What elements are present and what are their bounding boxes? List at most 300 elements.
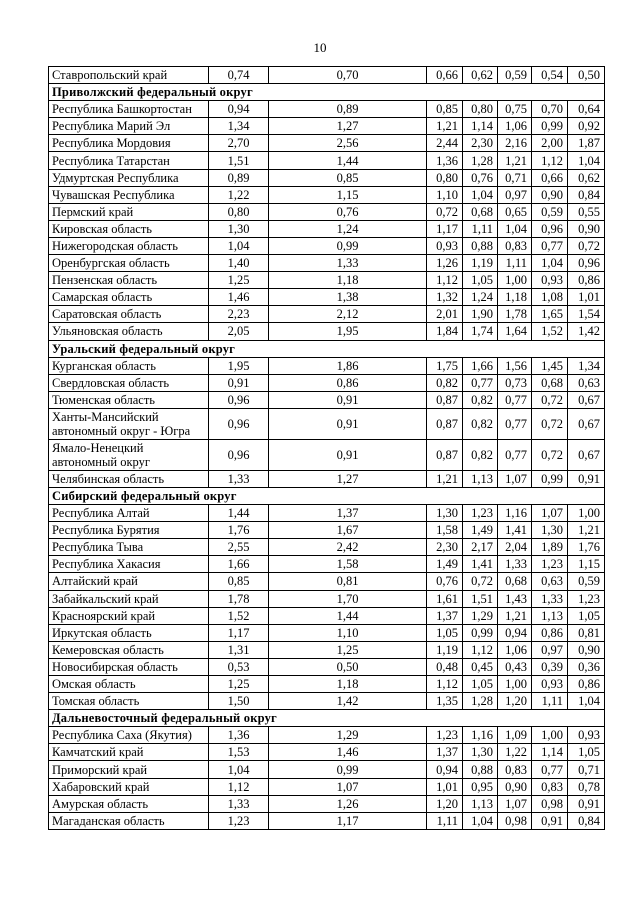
table-row (49, 727, 605, 744)
table-row (49, 470, 605, 487)
value-cell: 1,12 (427, 272, 463, 289)
region-name-cell: Республика Мордовия (49, 135, 209, 152)
value-cell: 0,39 (532, 658, 568, 675)
value-cell: 1,25 (269, 641, 427, 658)
value-cell: 1,49 (463, 522, 498, 539)
value-cell: 1,28 (463, 693, 498, 710)
table-row (49, 658, 605, 675)
value-cell: 1,22 (209, 186, 269, 203)
value-cell: 1,01 (568, 289, 605, 306)
table-row (49, 306, 605, 323)
value-cell: 1,33 (532, 590, 568, 607)
value-cell: 1,66 (463, 357, 498, 374)
region-name-cell: Челябинская область (49, 470, 209, 487)
region-name-cell: Кемеровская область (49, 641, 209, 658)
value-cell: 1,34 (209, 118, 269, 135)
value-cell: 1,29 (463, 607, 498, 624)
value-cell: 0,76 (463, 169, 498, 186)
value-cell: 1,10 (427, 186, 463, 203)
value-cell: 0,89 (209, 169, 269, 186)
value-cell: 1,17 (269, 812, 427, 829)
value-cell: 1,05 (568, 744, 605, 761)
value-cell: 1,32 (427, 289, 463, 306)
value-cell: 0,77 (532, 761, 568, 778)
value-cell: 2,00 (532, 135, 568, 152)
value-cell: 0,91 (269, 439, 427, 470)
region-name-cell: Томская область (49, 693, 209, 710)
value-cell: 0,75 (498, 101, 532, 118)
value-cell: 0,90 (532, 186, 568, 203)
value-cell: 0,59 (568, 573, 605, 590)
region-name-cell: Нижегородская область (49, 237, 209, 254)
value-cell: 0,72 (532, 391, 568, 408)
value-cell: 0,98 (498, 812, 532, 829)
value-cell: 1,58 (269, 556, 427, 573)
value-cell: 0,67 (568, 391, 605, 408)
region-name-cell: Пермский край (49, 203, 209, 220)
table-row (49, 135, 605, 152)
region-name-cell: Республика Башкортостан (49, 101, 209, 118)
value-cell: 2,04 (498, 539, 532, 556)
value-cell: 0,72 (463, 573, 498, 590)
value-cell: 1,76 (209, 522, 269, 539)
value-cell: 2,01 (427, 306, 463, 323)
value-cell: 1,64 (498, 323, 532, 340)
value-cell: 1,11 (463, 220, 498, 237)
value-cell: 0,86 (532, 624, 568, 641)
value-cell: 0,91 (568, 795, 605, 812)
value-cell: 0,50 (568, 67, 605, 84)
value-cell: 0,91 (269, 408, 427, 439)
value-cell: 0,63 (568, 374, 605, 391)
value-cell: 1,23 (427, 727, 463, 744)
value-cell: 0,99 (532, 118, 568, 135)
value-cell: 0,50 (269, 658, 427, 675)
value-cell: 1,38 (269, 289, 427, 306)
value-cell: 0,53 (209, 658, 269, 675)
value-cell: 1,33 (269, 255, 427, 272)
section-header-row (49, 487, 605, 504)
value-cell: 1,42 (269, 693, 427, 710)
value-cell: 1,76 (568, 539, 605, 556)
table-row (49, 169, 605, 186)
region-name-cell: Ульяновская область (49, 323, 209, 340)
value-cell: 0,85 (269, 169, 427, 186)
value-cell: 0,55 (568, 203, 605, 220)
value-cell: 0,48 (427, 658, 463, 675)
value-cell: 1,05 (427, 624, 463, 641)
value-cell: 0,43 (498, 658, 532, 675)
region-name-cell: Приморский край (49, 761, 209, 778)
table-row (49, 693, 605, 710)
value-cell: 0,90 (568, 220, 605, 237)
value-cell: 0,96 (209, 408, 269, 439)
value-cell: 1,04 (568, 152, 605, 169)
value-cell: 1,21 (427, 118, 463, 135)
table-row (49, 357, 605, 374)
value-cell: 1,30 (427, 505, 463, 522)
value-cell: 0,88 (463, 237, 498, 254)
value-cell: 0,68 (463, 203, 498, 220)
value-cell: 1,21 (568, 522, 605, 539)
value-cell: 0,96 (209, 439, 269, 470)
value-cell: 0,64 (568, 101, 605, 118)
value-cell: 1,51 (463, 590, 498, 607)
value-cell: 1,23 (568, 590, 605, 607)
value-cell: 1,00 (498, 676, 532, 693)
value-cell: 1,13 (463, 470, 498, 487)
page-number: 10 (313, 40, 327, 55)
value-cell: 0,72 (532, 439, 568, 470)
value-cell: 1,12 (427, 676, 463, 693)
table-row (49, 186, 605, 203)
value-cell: 1,90 (463, 306, 498, 323)
table-row (49, 152, 605, 169)
value-cell: 1,51 (209, 152, 269, 169)
value-cell: 1,05 (463, 272, 498, 289)
table-row (49, 795, 605, 812)
value-cell: 1,16 (498, 505, 532, 522)
table-row (49, 374, 605, 391)
value-cell: 0,76 (427, 573, 463, 590)
table-row (49, 624, 605, 641)
table-row (49, 408, 605, 439)
value-cell: 1,19 (463, 255, 498, 272)
value-cell: 1,86 (269, 357, 427, 374)
value-cell: 0,54 (532, 67, 568, 84)
value-cell: 0,93 (568, 727, 605, 744)
section-title: Сибирский федеральный округ (49, 487, 605, 504)
table-row (49, 118, 605, 135)
table-row (49, 539, 605, 556)
value-cell: 1,95 (269, 323, 427, 340)
region-name-cell: Магаданская область (49, 812, 209, 829)
value-cell: 0,67 (568, 439, 605, 470)
value-cell: 1,44 (269, 607, 427, 624)
value-cell: 0,70 (532, 101, 568, 118)
value-cell: 0,93 (427, 237, 463, 254)
value-cell: 1,04 (463, 186, 498, 203)
value-cell: 0,65 (498, 203, 532, 220)
value-cell: 0,68 (532, 374, 568, 391)
value-cell: 1,20 (498, 693, 532, 710)
value-cell: 1,01 (427, 778, 463, 795)
value-cell: 2,16 (498, 135, 532, 152)
value-cell: 1,44 (269, 152, 427, 169)
value-cell: 1,43 (498, 590, 532, 607)
value-cell: 0,91 (568, 470, 605, 487)
value-cell: 1,12 (532, 152, 568, 169)
value-cell: 1,44 (209, 505, 269, 522)
region-name-cell: Кировская область (49, 220, 209, 237)
value-cell: 2,55 (209, 539, 269, 556)
value-cell: 1,06 (498, 641, 532, 658)
value-cell: 1,34 (568, 357, 605, 374)
value-cell: 1,07 (532, 505, 568, 522)
value-cell: 1,05 (568, 607, 605, 624)
region-name-cell: Ханты-Мансийский автономный округ - Югра (49, 408, 209, 439)
value-cell: 1,10 (269, 624, 427, 641)
region-name-cell: Ямало-Ненецкий автономный округ (49, 439, 209, 470)
value-cell: 0,86 (568, 676, 605, 693)
value-cell: 0,59 (498, 67, 532, 84)
value-cell: 1,56 (498, 357, 532, 374)
region-name-cell: Камчатский край (49, 744, 209, 761)
value-cell: 0,87 (427, 439, 463, 470)
value-cell: 0,90 (568, 641, 605, 658)
table-row (49, 289, 605, 306)
value-cell: 0,94 (427, 761, 463, 778)
value-cell: 0,96 (568, 255, 605, 272)
table-row (49, 237, 605, 254)
value-cell: 0,80 (209, 203, 269, 220)
value-cell: 0,66 (532, 169, 568, 186)
value-cell: 0,86 (568, 272, 605, 289)
value-cell: 1,11 (532, 693, 568, 710)
value-cell: 1,30 (209, 220, 269, 237)
value-cell: 0,81 (269, 573, 427, 590)
value-cell: 1,18 (269, 676, 427, 693)
table-row (49, 255, 605, 272)
value-cell: 0,82 (463, 408, 498, 439)
table-row (49, 391, 605, 408)
value-cell: 1,23 (532, 556, 568, 573)
value-cell: 1,22 (498, 744, 532, 761)
value-cell: 0,85 (209, 573, 269, 590)
region-name-cell: Республика Марий Эл (49, 118, 209, 135)
value-cell: 0,80 (427, 169, 463, 186)
value-cell: 1,17 (209, 624, 269, 641)
value-cell: 1,70 (269, 590, 427, 607)
value-cell: 0,73 (498, 374, 532, 391)
region-name-cell: Забайкальский край (49, 590, 209, 607)
value-cell: 1,25 (209, 676, 269, 693)
value-cell: 0,87 (427, 408, 463, 439)
table-row (49, 573, 605, 590)
section-title: Приволжский федеральный округ (49, 84, 605, 101)
region-name-cell: Новосибирская область (49, 658, 209, 675)
table-row (49, 556, 605, 573)
value-cell: 2,42 (269, 539, 427, 556)
value-cell: 0,94 (498, 624, 532, 641)
value-cell: 1,45 (532, 357, 568, 374)
table-row (49, 676, 605, 693)
region-name-cell: Иркутская область (49, 624, 209, 641)
value-cell: 1,40 (209, 255, 269, 272)
value-cell: 1,31 (209, 641, 269, 658)
value-cell: 1,00 (498, 272, 532, 289)
region-name-cell: Ставропольский край (49, 67, 209, 84)
value-cell: 1,13 (463, 795, 498, 812)
value-cell: 1,37 (427, 607, 463, 624)
value-cell: 1,54 (568, 306, 605, 323)
value-cell: 0,45 (463, 658, 498, 675)
region-name-cell: Республика Татарстан (49, 152, 209, 169)
value-cell: 0,72 (532, 408, 568, 439)
value-cell: 1,21 (498, 607, 532, 624)
value-cell: 0,62 (463, 67, 498, 84)
value-cell: 1,95 (209, 357, 269, 374)
value-cell: 1,09 (498, 727, 532, 744)
value-cell: 0,89 (269, 101, 427, 118)
section-title: Дальневосточный федеральный округ (49, 710, 605, 727)
section-header-row (49, 710, 605, 727)
value-cell: 1,61 (427, 590, 463, 607)
value-cell: 1,17 (427, 220, 463, 237)
region-name-cell: Республика Бурятия (49, 522, 209, 539)
value-cell: 0,99 (463, 624, 498, 641)
value-cell: 1,07 (498, 795, 532, 812)
value-cell: 1,87 (568, 135, 605, 152)
value-cell: 0,82 (427, 374, 463, 391)
value-cell: 0,77 (532, 237, 568, 254)
table-row (49, 101, 605, 118)
value-cell: 1,28 (463, 152, 498, 169)
value-cell: 0,84 (568, 812, 605, 829)
value-cell: 1,36 (209, 727, 269, 744)
value-cell: 0,70 (269, 67, 427, 84)
region-name-cell: Республика Алтай (49, 505, 209, 522)
value-cell: 0,62 (568, 169, 605, 186)
value-cell: 0,36 (568, 658, 605, 675)
value-cell: 1,89 (532, 539, 568, 556)
value-cell: 1,36 (427, 152, 463, 169)
value-cell: 0,96 (209, 391, 269, 408)
value-cell: 1,07 (498, 470, 532, 487)
table-row (49, 641, 605, 658)
value-cell: 1,07 (269, 778, 427, 795)
value-cell: 0,82 (463, 439, 498, 470)
value-cell: 1,04 (568, 693, 605, 710)
value-cell: 0,71 (568, 761, 605, 778)
value-cell: 0,72 (568, 237, 605, 254)
value-cell: 2,17 (463, 539, 498, 556)
region-name-cell: Пензенская область (49, 272, 209, 289)
value-cell: 0,91 (209, 374, 269, 391)
region-name-cell: Удмуртская Республика (49, 169, 209, 186)
value-cell: 1,46 (269, 744, 427, 761)
value-cell: 1,27 (269, 118, 427, 135)
value-cell: 1,11 (498, 255, 532, 272)
value-cell: 1,30 (463, 744, 498, 761)
value-cell: 1,05 (463, 676, 498, 693)
region-name-cell: Красноярский край (49, 607, 209, 624)
table-row (49, 323, 605, 340)
value-cell: 1,04 (463, 812, 498, 829)
value-cell: 0,83 (532, 778, 568, 795)
value-cell: 1,49 (427, 556, 463, 573)
value-cell: 0,74 (209, 67, 269, 84)
value-cell: 0,68 (498, 573, 532, 590)
value-cell: 1,12 (209, 778, 269, 795)
region-name-cell: Оренбургская область (49, 255, 209, 272)
value-cell: 1,53 (209, 744, 269, 761)
value-cell: 0,93 (532, 676, 568, 693)
value-cell: 0,78 (568, 778, 605, 795)
value-cell: 2,56 (269, 135, 427, 152)
value-cell: 1,14 (463, 118, 498, 135)
value-cell: 1,04 (532, 255, 568, 272)
section-header-row (49, 84, 605, 101)
value-cell: 0,67 (568, 408, 605, 439)
value-cell: 2,05 (209, 323, 269, 340)
value-cell: 1,20 (427, 795, 463, 812)
regional-coefficients-table (48, 66, 605, 830)
region-name-cell: Алтайский край (49, 573, 209, 590)
value-cell: 0,96 (532, 220, 568, 237)
value-cell: 0,86 (269, 374, 427, 391)
value-cell: 0,95 (463, 778, 498, 795)
table-row (49, 522, 605, 539)
value-cell: 0,98 (532, 795, 568, 812)
value-cell: 1,24 (463, 289, 498, 306)
table-row (49, 590, 605, 607)
table-row (49, 220, 605, 237)
value-cell: 0,99 (269, 761, 427, 778)
value-cell: 0,59 (532, 203, 568, 220)
value-cell: 1,84 (427, 323, 463, 340)
value-cell: 1,12 (463, 641, 498, 658)
value-cell: 1,06 (498, 118, 532, 135)
table-row (49, 778, 605, 795)
value-cell: 1,42 (568, 323, 605, 340)
value-cell: 1,29 (269, 727, 427, 744)
value-cell: 0,77 (463, 374, 498, 391)
value-cell: 1,18 (498, 289, 532, 306)
value-cell: 1,13 (532, 607, 568, 624)
value-cell: 0,99 (532, 470, 568, 487)
value-cell: 1,15 (269, 186, 427, 203)
value-cell: 1,21 (498, 152, 532, 169)
table-row (49, 607, 605, 624)
value-cell: 0,80 (463, 101, 498, 118)
value-cell: 0,83 (498, 761, 532, 778)
table-row (49, 505, 605, 522)
value-cell: 1,27 (269, 470, 427, 487)
value-cell: 0,99 (269, 237, 427, 254)
value-cell: 0,91 (269, 391, 427, 408)
region-name-cell: Самарская область (49, 289, 209, 306)
value-cell: 0,83 (498, 237, 532, 254)
value-cell: 0,88 (463, 761, 498, 778)
value-cell: 1,25 (209, 272, 269, 289)
value-cell: 1,58 (427, 522, 463, 539)
region-name-cell: Республика Тыва (49, 539, 209, 556)
value-cell: 1,50 (209, 693, 269, 710)
table-row (49, 744, 605, 761)
value-cell: 0,97 (498, 186, 532, 203)
value-cell: 1,19 (427, 641, 463, 658)
value-cell: 1,65 (532, 306, 568, 323)
value-cell: 1,33 (498, 556, 532, 573)
value-cell: 1,18 (269, 272, 427, 289)
value-cell: 1,37 (269, 505, 427, 522)
value-cell: 1,78 (498, 306, 532, 323)
value-cell: 1,46 (209, 289, 269, 306)
value-cell: 0,93 (532, 272, 568, 289)
value-cell: 2,12 (269, 306, 427, 323)
value-cell: 2,44 (427, 135, 463, 152)
value-cell: 1,15 (568, 556, 605, 573)
table-row (49, 203, 605, 220)
value-cell: 0,85 (427, 101, 463, 118)
table-row (49, 67, 605, 84)
value-cell: 1,35 (427, 693, 463, 710)
value-cell: 0,84 (568, 186, 605, 203)
value-cell: 2,30 (427, 539, 463, 556)
region-name-cell: Амурская область (49, 795, 209, 812)
section-header-row (49, 340, 605, 357)
